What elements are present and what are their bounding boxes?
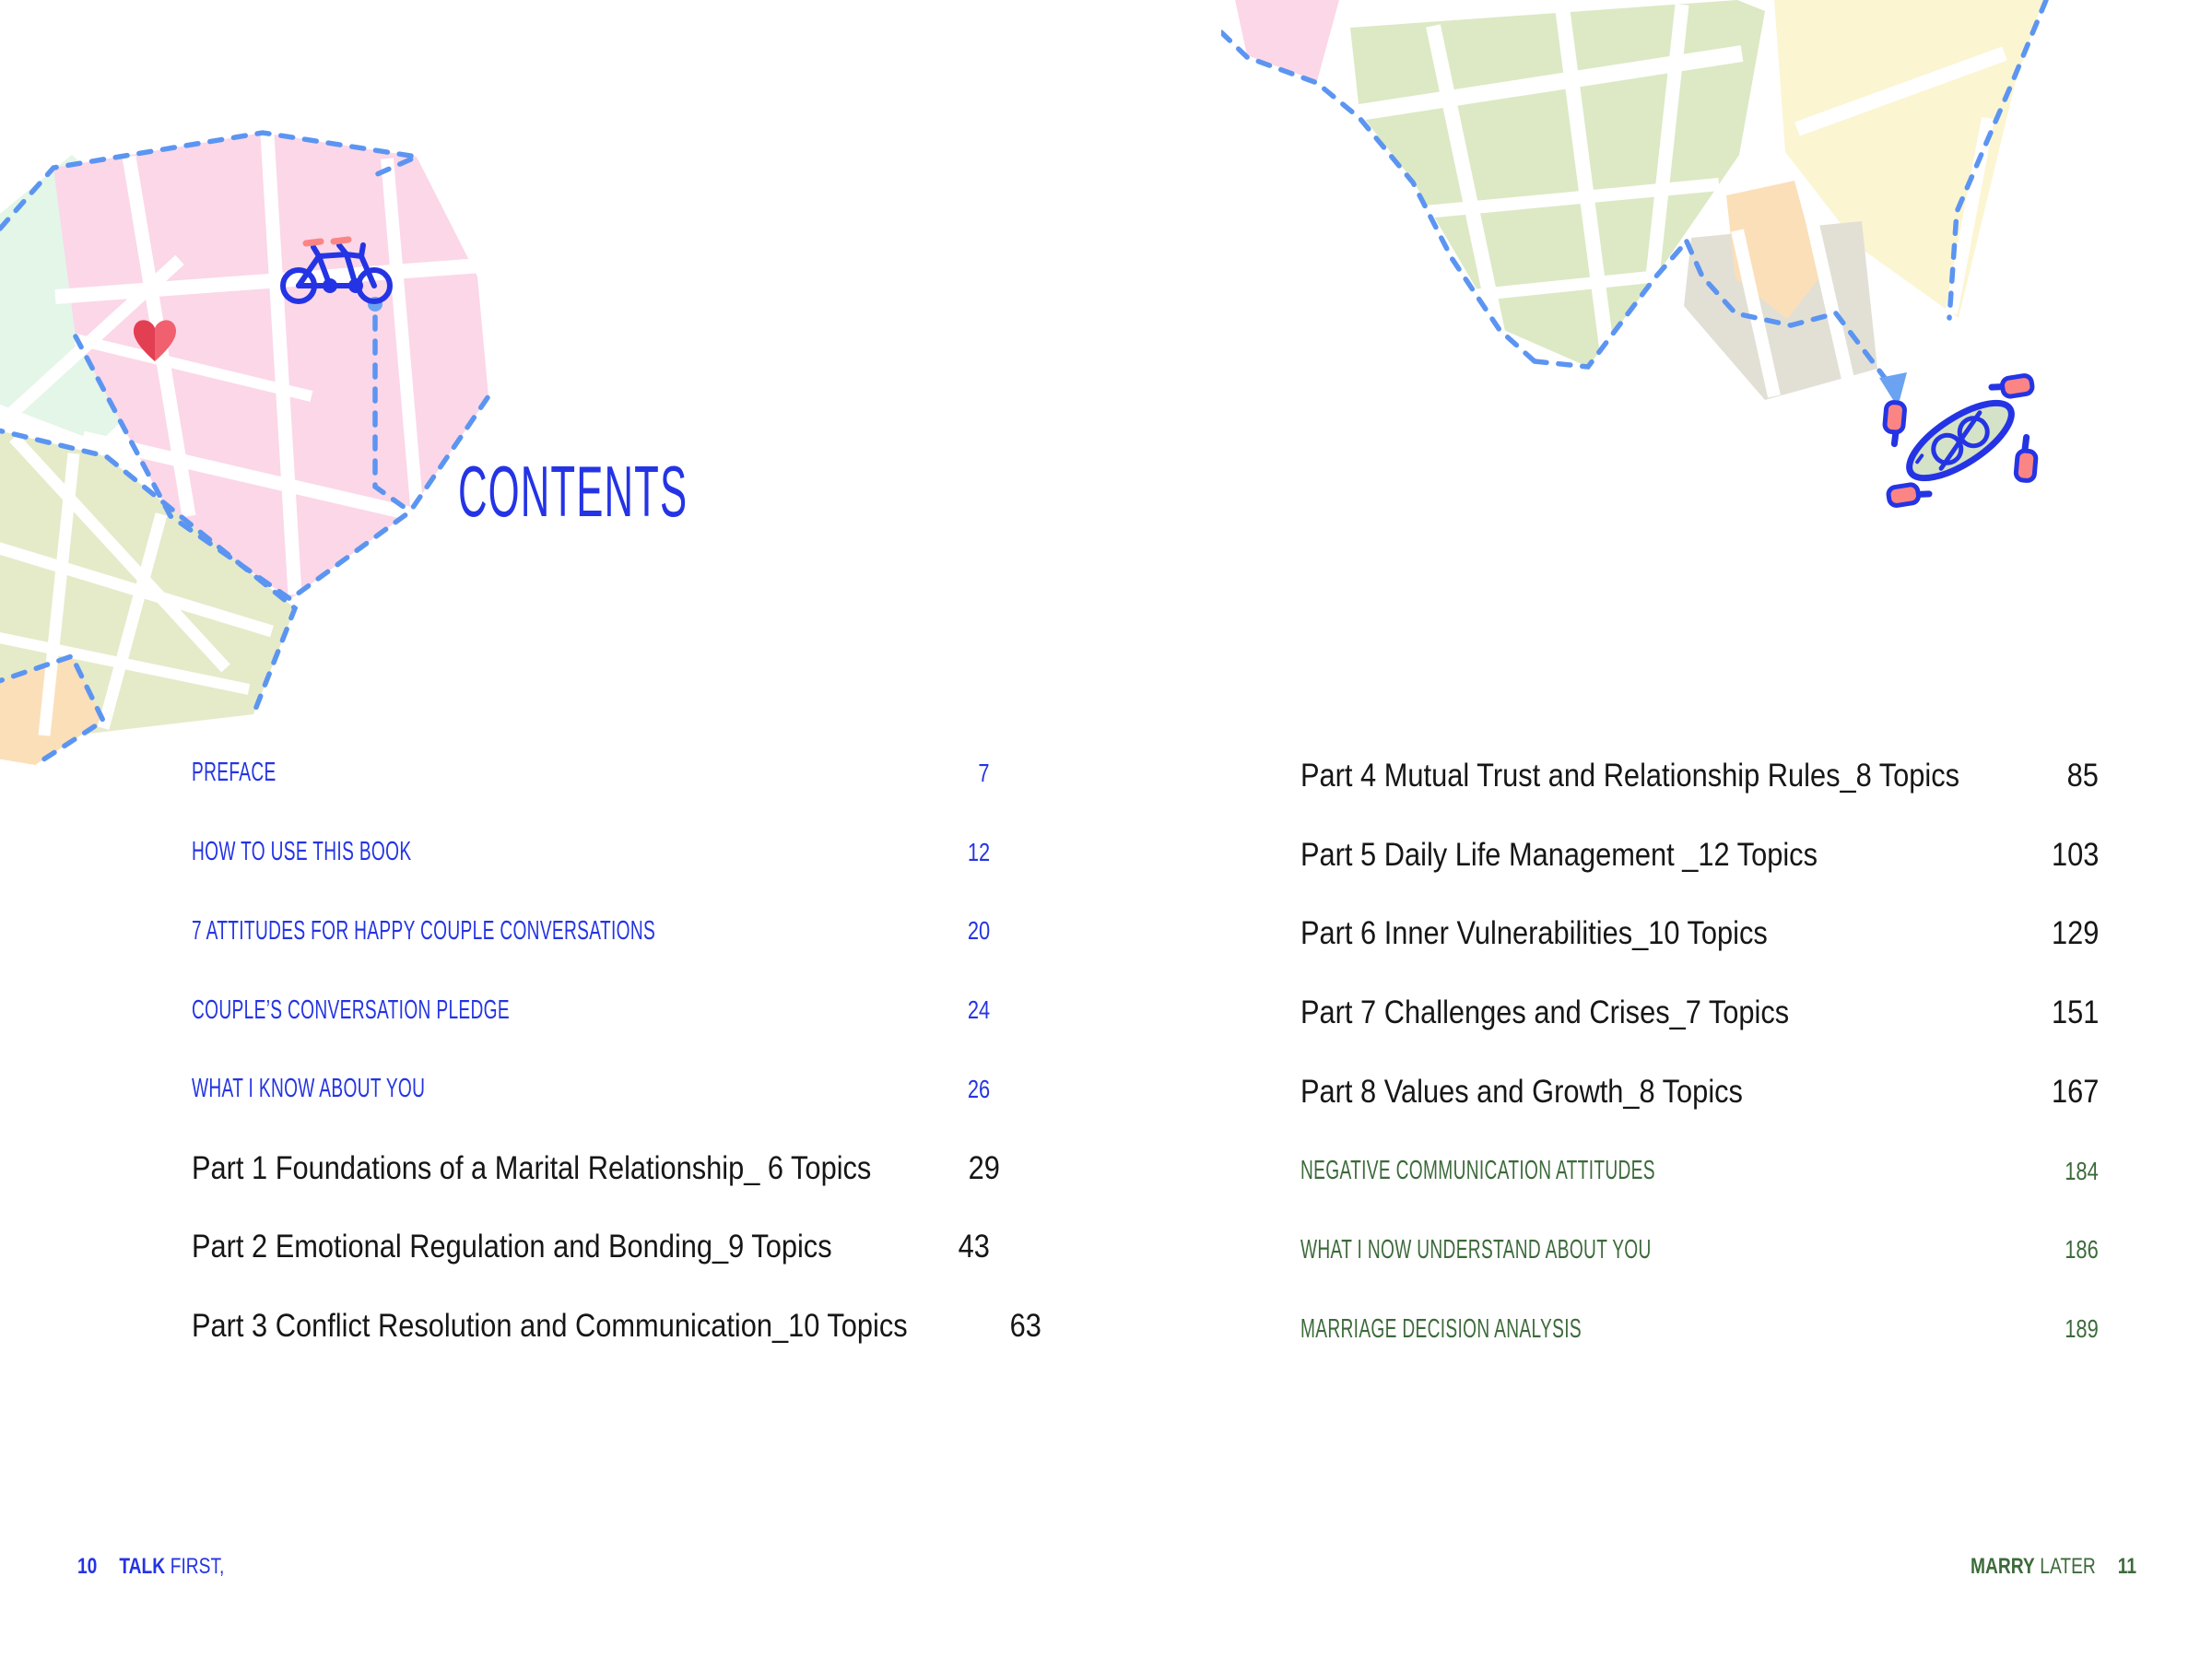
- book-title-right-light: LATER: [2040, 1554, 2096, 1579]
- toc-entry: [192, 1208, 990, 1288]
- page-title-text: CONTENTS: [458, 451, 688, 532]
- toc-entry: [1300, 1053, 2099, 1132]
- toc-entry-page: 29: [968, 1149, 1000, 1186]
- map-regions: [1235, 0, 2043, 400]
- right-map-illustration: [1221, 0, 2124, 535]
- toc-entry-page: 103: [2051, 836, 2099, 873]
- toc-entry: [192, 734, 990, 813]
- toc-entry-page: 189: [2065, 1314, 2099, 1344]
- toc-entry-page: 85: [2066, 757, 2099, 794]
- toc-entry-label: 7 ATTITUDES FOR HAPPY COUPLE CONVERSATIONS: [192, 915, 656, 946]
- toc-entry: [192, 813, 990, 892]
- toc-entry-label: WHAT I NOW UNDERSTAND ABOUT YOU: [1300, 1234, 1652, 1265]
- toc-entry: [1300, 816, 2099, 895]
- toc-entry-label: Part 4 Mutual Trust and Relationship Rules_8 Topics: [1300, 757, 1960, 794]
- toc-entry: [192, 1287, 1041, 1366]
- toc-entry-page: 167: [2051, 1073, 2099, 1110]
- toc-entry: [1300, 895, 2099, 974]
- toc-entry: [192, 1129, 1000, 1208]
- toc-entry-page: 151: [2051, 994, 2099, 1031]
- kayak-icon: [1841, 328, 2080, 535]
- toc-right-column: [1300, 736, 2099, 1369]
- page-title: [458, 450, 868, 534]
- toc-left-column: [192, 734, 1041, 1366]
- toc-entry-page: 12: [967, 837, 990, 866]
- book-title-right-bold: MARRY: [1970, 1554, 2035, 1579]
- left-map-illustration: [0, 120, 562, 774]
- toc-entry-label: Part 8 Values and Growth_8 Topics: [1300, 1073, 1743, 1110]
- toc-entry-page: 43: [958, 1229, 990, 1265]
- toc-entry-label: Part 3 Conflict Resolution and Communication_10 Topics: [192, 1308, 908, 1345]
- toc-entry: [1300, 1132, 2099, 1211]
- toc-entry: [1300, 736, 2099, 816]
- toc-entry-label: Part 6 Inner Vulnerabilities_10 Topics: [1300, 915, 1768, 952]
- toc-entry-label: HOW TO USE THIS BOOK: [192, 837, 412, 867]
- right-page-footer: [1929, 1554, 2136, 1580]
- toc-entry: [1300, 1289, 2099, 1369]
- toc-entry-page: 20: [967, 916, 990, 946]
- toc-entry: [1300, 1211, 2099, 1290]
- book-title-left-light: FIRST,: [170, 1554, 225, 1579]
- toc-entry-label: Part 7 Challenges and Crises_7 Topics: [1300, 994, 1790, 1031]
- toc-entry-label: Part 2 Emotional Regulation and Bonding_9 Topics: [192, 1229, 832, 1265]
- toc-entry-label: Part 1 Foundations of a Marital Relationship_ 6 Topics: [192, 1149, 872, 1186]
- toc-entry-page: 186: [2065, 1235, 2099, 1265]
- toc-entry-page: 26: [967, 1074, 990, 1103]
- left-page-number: 10: [77, 1554, 98, 1579]
- toc-entry-label: NEGATIVE COMMUNICATION ATTITUDES: [1300, 1156, 1655, 1186]
- toc-entry-label: WHAT I KNOW ABOUT YOU: [192, 1074, 426, 1104]
- toc-entry-label: COUPLE’S CONVERSATION PLEDGE: [192, 994, 510, 1025]
- toc-entry-page: 63: [1009, 1308, 1041, 1345]
- right-page-number: 11: [2117, 1554, 2136, 1579]
- toc-entry-label: MARRIAGE DECISION ANALYSIS: [1300, 1313, 1582, 1344]
- toc-entry-page: 7: [978, 758, 990, 787]
- toc-entry-page: 129: [2051, 915, 2099, 952]
- toc-entry: [192, 892, 990, 971]
- toc-entry: [1300, 973, 2099, 1053]
- toc-entry: [192, 971, 990, 1050]
- toc-entry-page: 24: [967, 995, 990, 1025]
- book-title-left-bold: TALK: [119, 1554, 166, 1579]
- toc-entry-label: PREFACE: [192, 758, 276, 788]
- toc-entry: [192, 1050, 990, 1129]
- left-page-footer: [77, 1554, 261, 1580]
- toc-entry-label: Part 5 Daily Life Management _12 Topics: [1300, 836, 1818, 873]
- toc-entry-page: 184: [2065, 1156, 2099, 1185]
